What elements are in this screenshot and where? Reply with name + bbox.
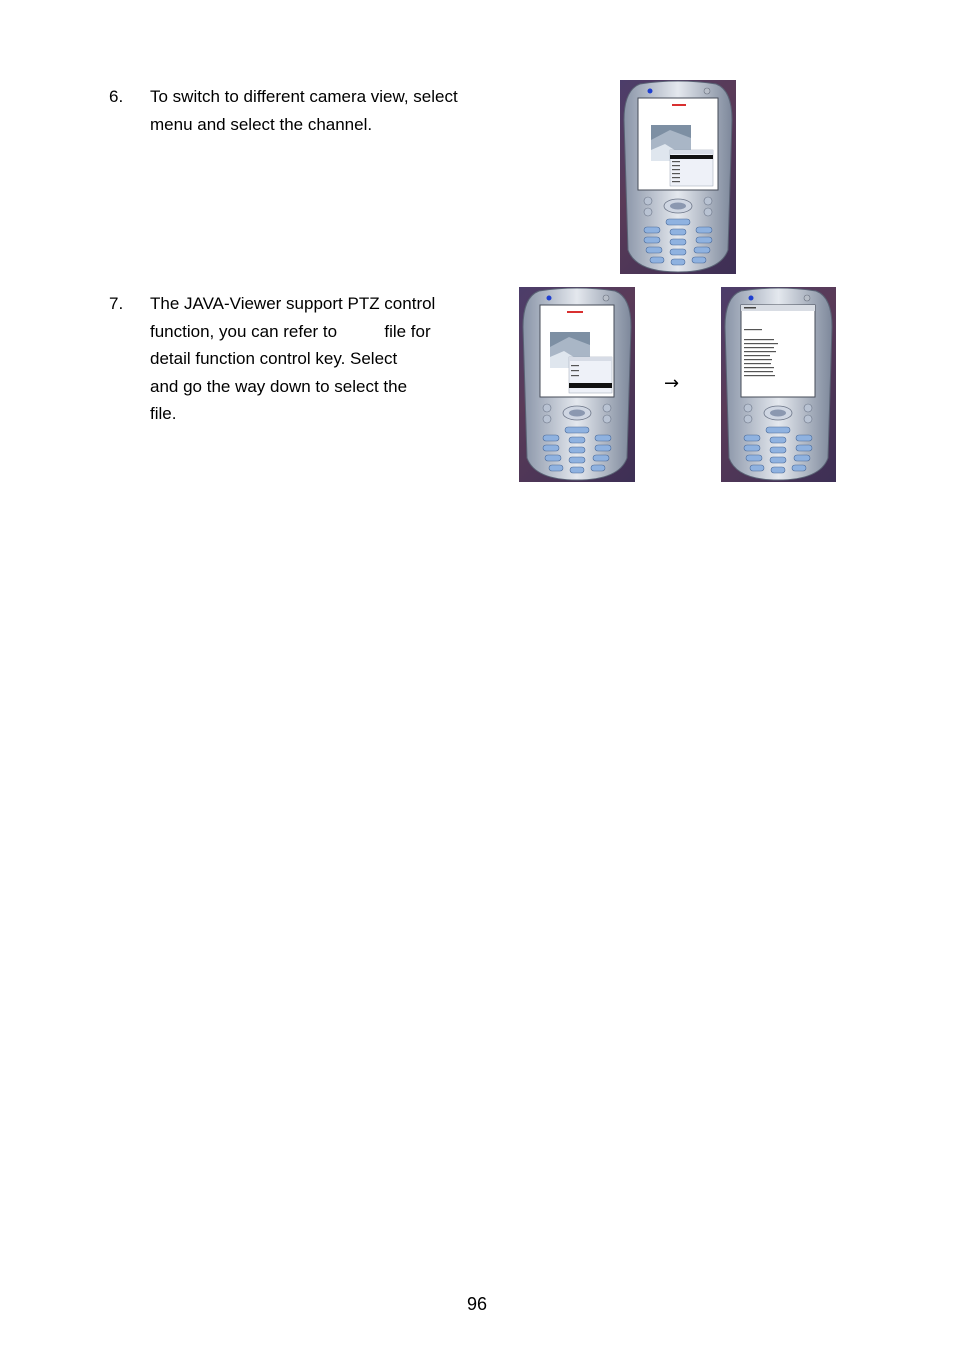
page-number: 96 (466, 1294, 488, 1314)
phone-illustration (721, 287, 836, 482)
phone-screenshot-channel-menu (620, 80, 736, 274)
step-text-line: function, you can refer to file for (150, 321, 431, 341)
step-text-line: To switch to different camera view, select (150, 87, 458, 106)
step-text (150, 290, 435, 428)
step-text-line: and go the way down to select the (150, 376, 408, 396)
step-text (150, 83, 458, 138)
step-text-line: file. (150, 404, 177, 423)
step-6 (109, 83, 529, 143)
step-7 (109, 290, 509, 430)
phone-screenshot-help-text (721, 287, 836, 482)
step-text-line: menu and select the channel. (150, 114, 373, 134)
step-text-line: detail function control key. Select (150, 349, 398, 368)
phone-illustration (519, 287, 635, 482)
phone-illustration (620, 80, 736, 274)
step-number: 6. (109, 87, 124, 106)
arrow-icon: → (664, 373, 680, 394)
step-text-line: The JAVA-Viewer support PTZ control (150, 294, 436, 313)
phone-screenshot-help-menu (519, 287, 635, 482)
step-number: 7. (109, 294, 124, 313)
